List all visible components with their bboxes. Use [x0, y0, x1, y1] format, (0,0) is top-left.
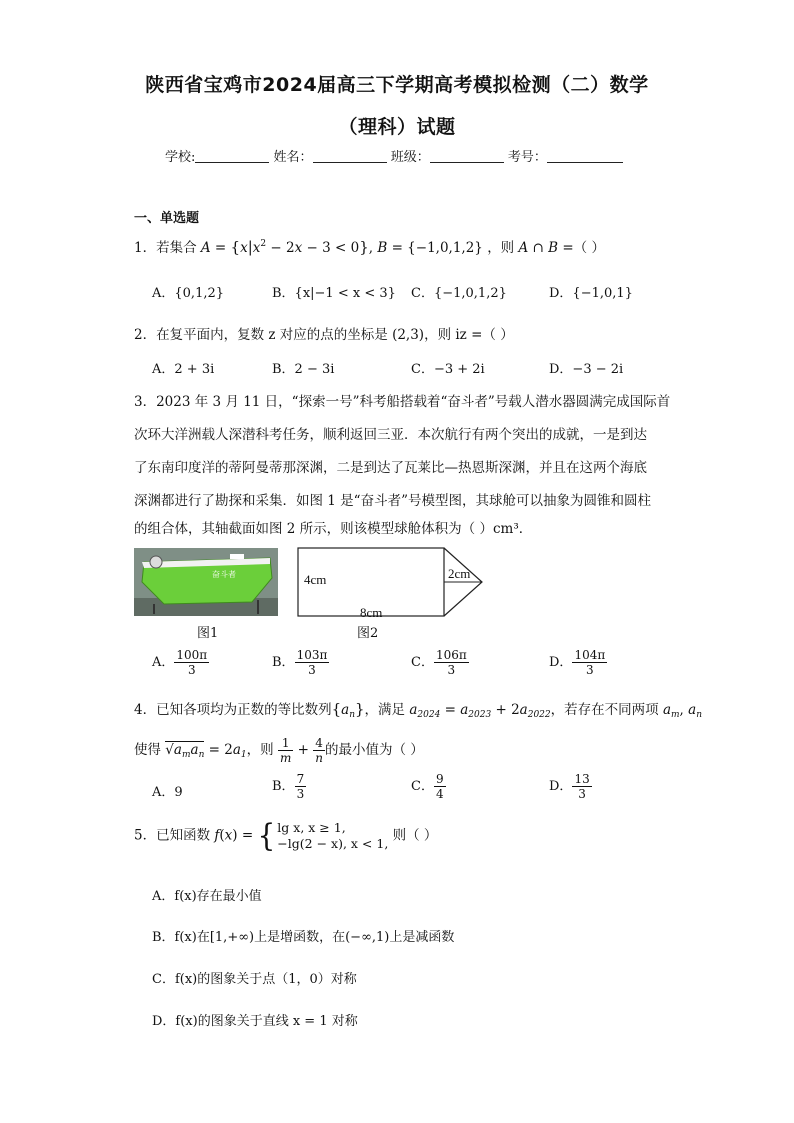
figure2-caption: 图2	[357, 626, 379, 641]
q1-stem-text: 1．若集合	[134, 240, 197, 256]
exam-no-blank[interactable]	[547, 150, 623, 163]
q3-stem-line4: 深渊都进行了勘探和采集．如图 1 是“奋斗者”号模型图，其球舱可以抽象为圆锥和圆柱	[134, 493, 651, 509]
q5-option-d[interactable]: D．f(x)的图象关于直线 x = 1 对称	[152, 1014, 358, 1029]
class-label: 班级：	[390, 150, 430, 165]
q5-option-b[interactable]: B．f(x)在[1,+∞)上是增函数，在(−∞,1)上是减函数	[152, 930, 455, 945]
q3-stem-line3: 了东南印度洋的蒂阿曼蒂那深渊，二是到达了瓦莱比—热恩斯深渊，并且在这两个海底	[134, 460, 647, 476]
q3-option-c[interactable]: C． $\frac{106\pi}{3}$	[411, 648, 467, 677]
q1-stem-then: ，则	[487, 240, 515, 256]
q4-stem-line1: 4．已知各项均为正数的等比数列$\{a_n\}$，满足 $a_{2024} = a_{2023} + 2a_{2022}$，若存在不同两项 $a_m$, $a_n$	[134, 700, 702, 720]
exam-no-label: 考号：	[507, 150, 547, 165]
name-blank[interactable]	[313, 150, 387, 163]
width-label: 8cm	[360, 605, 383, 620]
q2-stem: 2．在复平面内，复数 z 对应的点的坐标是 (2,3)，则 iz =（ ）	[134, 327, 514, 343]
q1-option-c[interactable]: C．{−1,0,1,2}	[411, 286, 507, 301]
q4-stem-line2: 使得 $√a_ma_n = 2a_1$，则 $\frac{1}{m}$ + $\frac{4}{n}$ 的最小值为（ ）	[134, 736, 424, 765]
exam-title-line1: 陕西省宝鸡市2024届高三下学期高考模拟检测（二）数学	[145, 74, 649, 96]
submersible-illustration	[134, 548, 278, 616]
q4-option-a[interactable]: A．9	[152, 785, 183, 800]
svg-text:奋斗者: 奋斗者	[212, 570, 236, 579]
exam-title-line2: （理科）试题	[338, 116, 456, 138]
q3-option-b[interactable]: B． $\frac{103\pi}{3}$	[272, 648, 328, 677]
section-heading: 一、单选题	[134, 211, 200, 226]
student-info-line	[165, 146, 623, 165]
q4-option-c[interactable]: C． $\frac{9}{4}$	[411, 772, 444, 801]
q4-option-b[interactable]: B． $\frac{7}{3}$	[272, 772, 305, 801]
q1-stem: 1．若集合 $A = \{x|x^2 - 2x - 3 < 0\}$, B = {−1,0,1,2} ，则 A ∩ B =（ ）	[134, 238, 605, 256]
q1-option-a[interactable]: A．{0,1,2}	[152, 286, 225, 301]
submersible-photo	[134, 548, 278, 616]
q1-stem-end: =（ ）	[562, 240, 605, 256]
q5-option-c[interactable]: C．f(x)的图象关于点（1，0）对称	[152, 972, 357, 987]
q4-option-d[interactable]: D． $\frac{13}{3}$	[549, 772, 590, 801]
q5-stem: 5．已知函数 f(x) = { lg x, x ≥ 1, −lg(2 − x), x < 1, 则（ ）	[134, 817, 438, 854]
q2-option-d[interactable]: D．−3 − 2i	[549, 362, 624, 377]
q2-option-b[interactable]: B．2 − 3i	[272, 362, 335, 377]
q3-stem-line2: 次环大洋洲载人深潜科考任务，顺利返回三亚．本次航行有两个突出的成就，一是到达	[134, 427, 647, 443]
q3-option-a[interactable]: A． $\frac{100\pi}{3}$	[152, 648, 208, 677]
school-label: 学校:	[165, 150, 196, 165]
q3-stem-line1: 3．2023 年 3 月 11 日，“探索一号”科考船搭载着“奋斗者”号载人潜水器圆满完成国际首	[134, 394, 671, 410]
height-label: 4cm	[304, 572, 327, 587]
q2-option-a[interactable]: A．2 + 3i	[152, 362, 215, 377]
class-blank[interactable]	[430, 150, 504, 163]
q1-option-d[interactable]: D．{−1,0,1}	[549, 286, 633, 301]
axial-section-diagram	[296, 546, 488, 620]
figure1-caption: 图1	[197, 626, 219, 641]
q2-option-c[interactable]: C．−3 + 2i	[411, 362, 485, 377]
q5-option-a[interactable]: A．f(x)存在最小值	[152, 889, 262, 904]
q5-piece2: −lg(2 − x), x < 1,	[277, 836, 389, 851]
q5-piece1: lg x, x ≥ 1,	[277, 820, 346, 835]
name-label: 姓名：	[273, 150, 313, 165]
cone-label: 2cm	[448, 566, 471, 581]
q3-option-d[interactable]: D． $\frac{104\pi}{3}$	[549, 648, 606, 677]
q3-stem-line5: 的组合体，其轴截面如图 2 所示，则该模型球舱体积为（ ）cm³．	[134, 521, 533, 537]
school-blank[interactable]	[195, 150, 269, 163]
q1-option-b[interactable]: B．{x|−1 < x < 3}	[272, 286, 396, 301]
